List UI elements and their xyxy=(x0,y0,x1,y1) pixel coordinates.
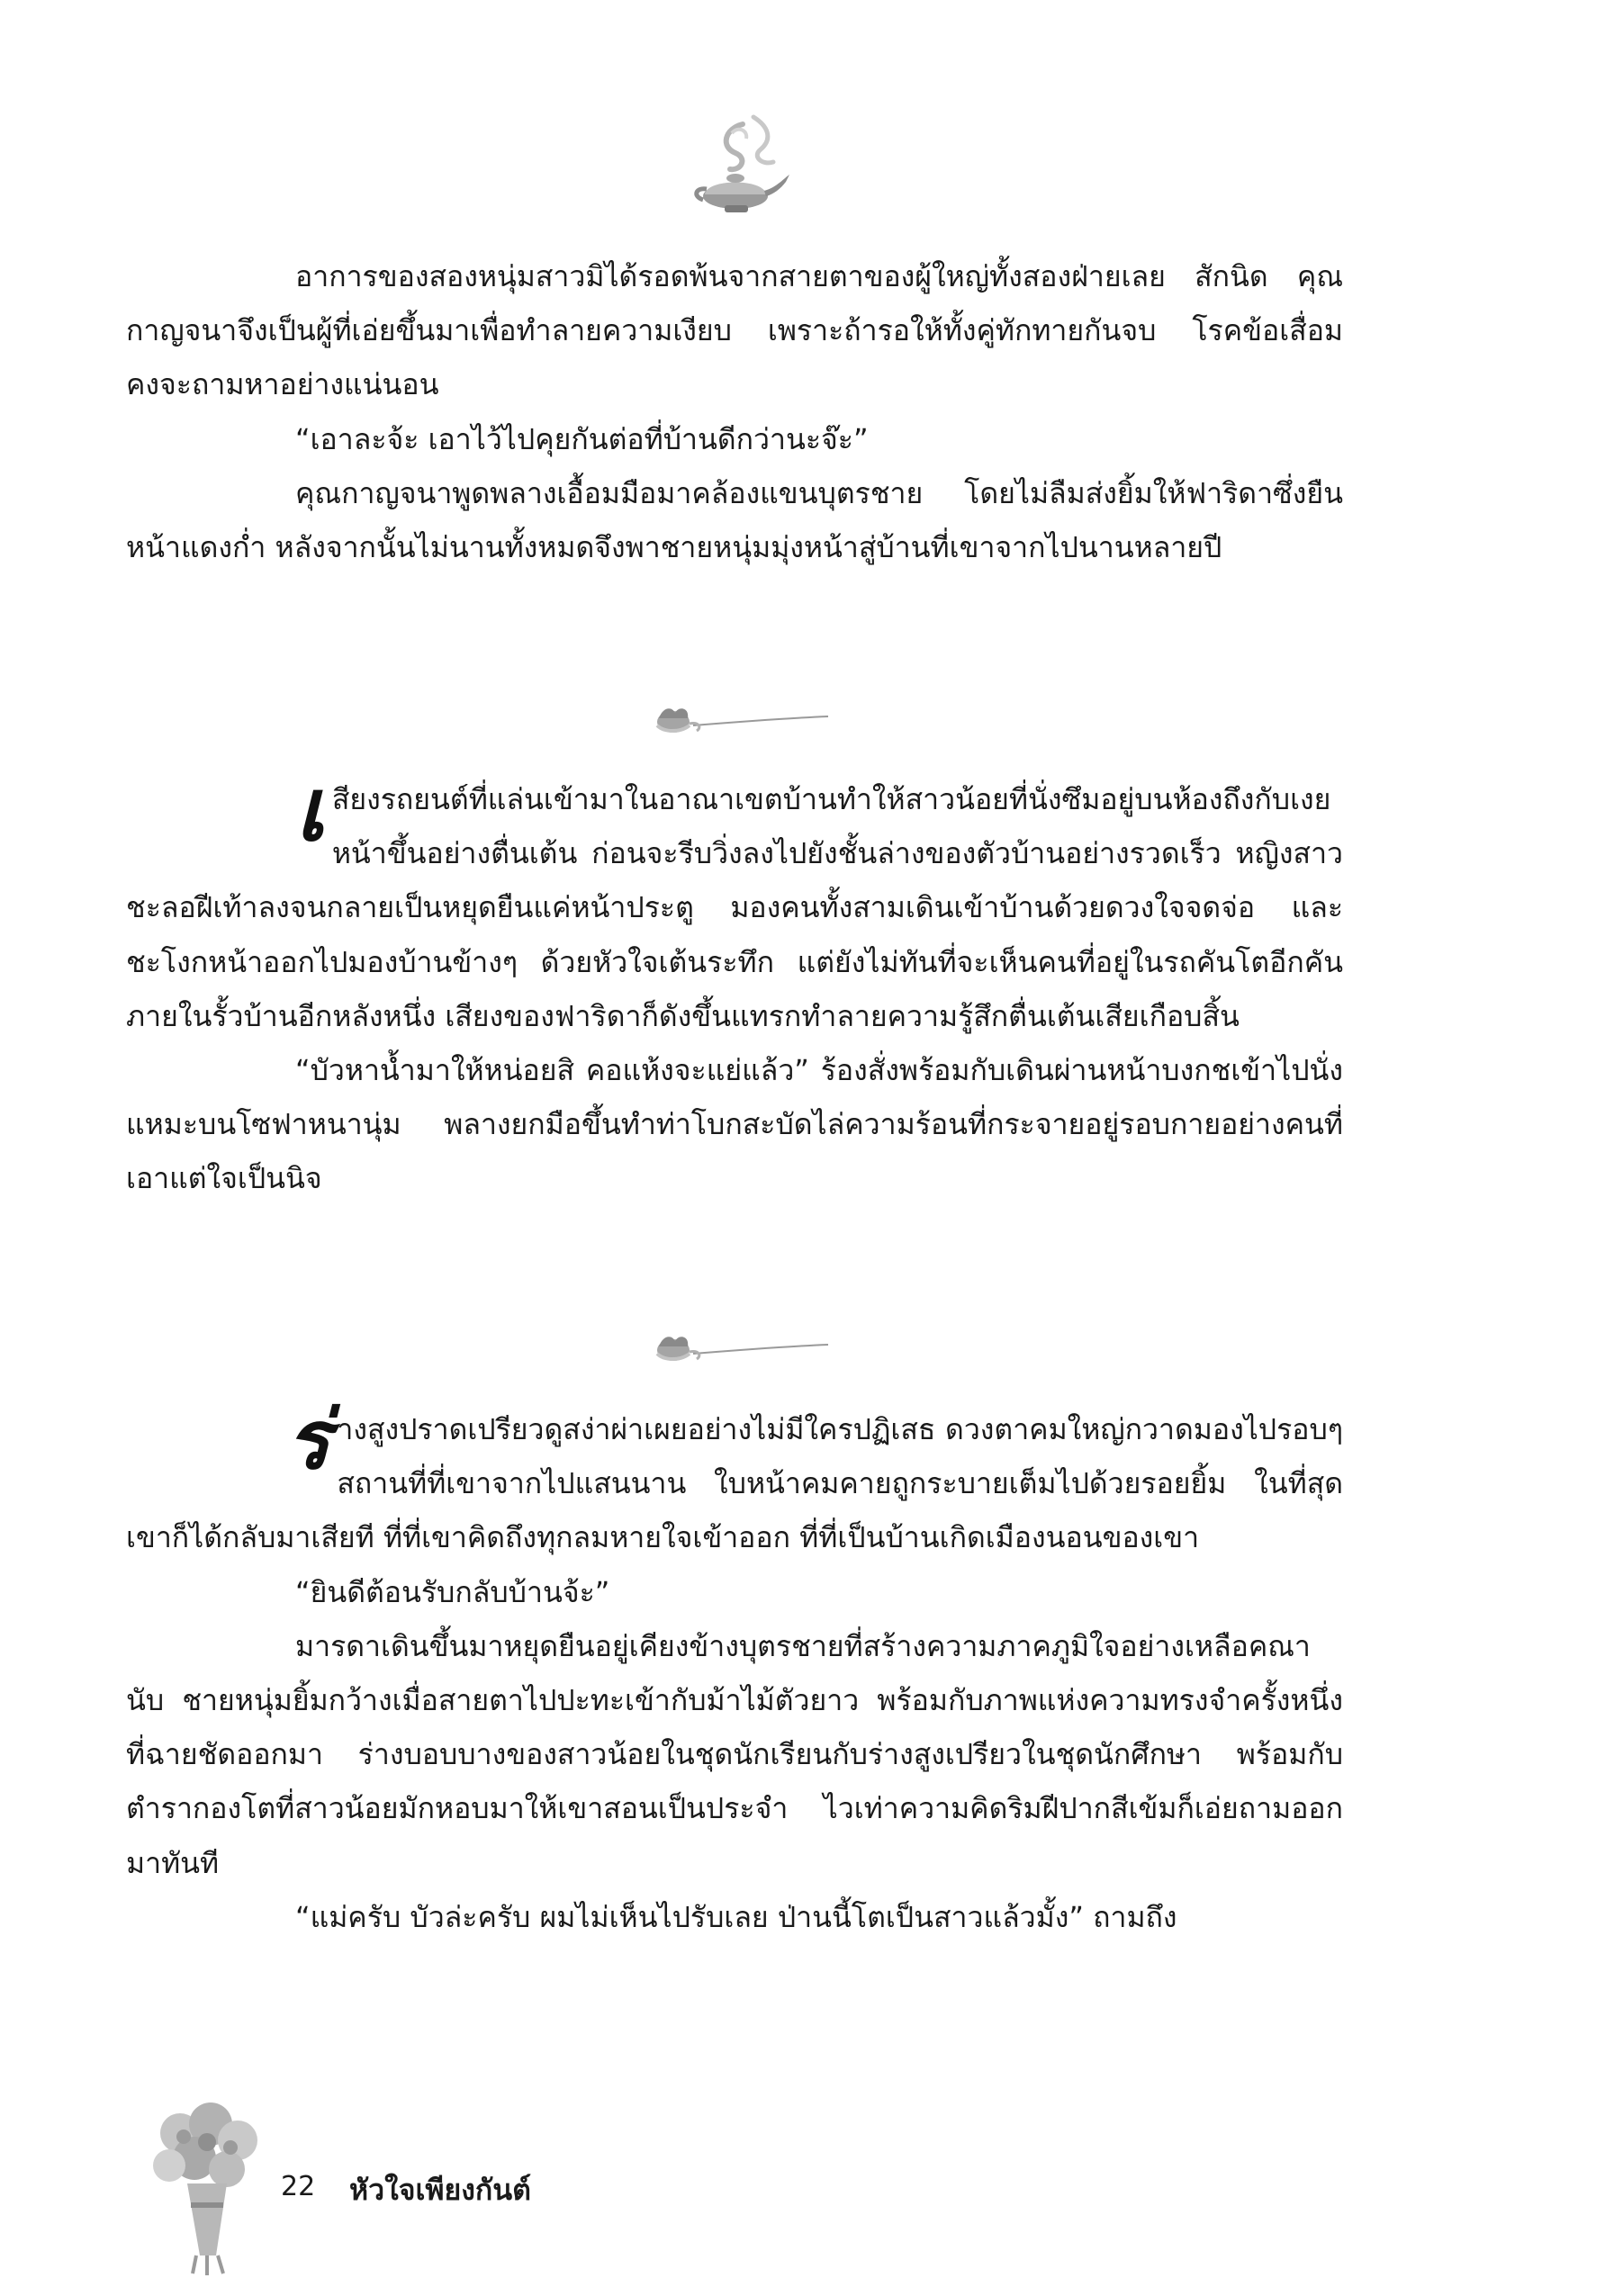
lotus-divider-icon xyxy=(630,1319,846,1373)
section-1 xyxy=(126,249,1343,574)
page-footer xyxy=(144,2097,774,2277)
paragraph: คุณกาญจนาพูดพลางเอื้อมมือมาคล้องแขนบุตรชาย โดยไม่ลืมส่งยิ้มให้ฟาริดาซึ่งยืนหน้าแดงก่ำ หลังจากนั้นไม่นานทั้งหมดจึงพาชายหนุ่มมุ่งหน้าสู่บ้านที่เขาจากไปนานหลายปี xyxy=(126,475,1343,565)
lotus-divider-icon xyxy=(630,691,846,745)
genie-lamp-icon xyxy=(680,106,797,223)
dialogue-line: “แม่ครับ บัวล่ะครับ ผมไม่เห็นไปรับเลย ป่านนี้โตเป็นสาวแล้วมั้ง” ถามถึง xyxy=(295,1899,1177,1934)
flower-bouquet-icon xyxy=(144,2097,270,2277)
drop-cap: เ xyxy=(295,759,325,860)
drop-cap: ร่ xyxy=(286,1392,330,1488)
paragraph-with-dropcap xyxy=(126,759,1343,1043)
section-2 xyxy=(126,759,1343,1206)
paragraph: “บัวหาน้ำมาให้หน่อยสิ คอแห้งจะแย่แล้ว” ร้องสั่งพร้อมกับเดินผ่านหน้าบงกชเข้าไปนั่งแหมะบนโซฟาหนานุ่ม พลางยกมือขึ้นทำท่าโบกสะบัดไล่ความร้อนที่กระจายอยู่รอบกายอย่างคนที่เอาแต่ใจเป็นนิจ xyxy=(126,1053,1343,1196)
paragraph: อาการของสองหนุ่มสาวมิได้รอดพ้นจากสายตาของผู้ใหญ่ทั้งสองฝ่ายเลย สักนิด คุณกาญจนาจึงเป็นผู้ที่เอ่ยขึ้นมาเพื่อทำลายความเงียบ เพราะถ้ารอให้ทั้งคู่ทักทายกันจบ โรคข้อเสื่อมคงจะถามหาอย่างแน่นอน xyxy=(126,259,1343,402)
paragraph-lead: างสูงปราดเปรียวดูสง่าผ่าเผยอย่างไม่มีใครปฏิเสธ ดวงตาคมใหญ่กวาดมองไปรอบๆ สถานที่ที่เขาจากไปแสนนาน ใบหน้าคมคายถูกระบายเต็มไปด้วยรอยยิ้ม ในที่สุดเขาก็ได้กลับมาเสียที ที่ที่เขาคิดถึงทุกลมหายใจเข้าออก ที่ที่เป็นบ้านเกิดเมืองนอนของเขา xyxy=(126,1412,1343,1555)
page-number: 22 xyxy=(281,2171,316,2202)
dialogue-line: “เอาละจ้ะ เอาไว้ไปคุยกันต่อที่บ้านดีกว่านะจ๊ะ” xyxy=(295,421,869,456)
dialogue-line: “ยินดีต้อนรับกลับบ้านจ้ะ” xyxy=(295,1574,610,1609)
paragraph-lead: สียงรถยนต์ที่แล่นเข้ามาในอาณาเขตบ้านทำให้สาวน้อยที่นั่งซึมอยู่บนห้องถึงกับเงยหน้าขึ้นอย่างตื่นเต้น ก่อนจะรีบวิ่งลงไปยังชั้นล่างของตัวบ้านอย่างรวดเร็ว หญิงสาวชะลอฝีเท้าลงจนกลายเป็นหยุดยืนแค่หน้าประตู มองคนทั้งสามเดินเข้าบ้านด้วยดวงใจจดจ่อ และชะโงกหน้าออกไปมองบ้านข้างๆ ด้วยหัวใจเต้นระทึก แต่ยังไม่ทันที่จะเห็นคนที่อยู่ในรถคันโตอีกคันภายในรั้วบ้านอีกหลังหนึ่ง เสียงของฟาริดาก็ดังขึ้นแทรกทำลายความรู้สึกตื่นเต้นเสียเกือบสิ้น xyxy=(126,782,1343,1033)
paragraph-with-dropcap xyxy=(126,1392,1343,1565)
paragraph: มารดาเดินขึ้นมาหยุดยืนอยู่เคียงข้างบุตรชายที่สร้างความภาคภูมิใจอย่างเหลือคณานับ ชายหนุ่มยิ้มกว้างเมื่อสายตาไปปะทะเข้ากับม้าไม้ตัวยาว พร้อมกับภาพแห่งความทรงจำครั้งหนึ่งที่ฉายชัดออกมา ร่างบอบบางของสาวน้อยในชุดนักเรียนกับร่างสูงเปรียวในชุดนักศึกษา พร้อมกับตำรากองโตที่สาวน้อยมักหอบมาให้เขาสอนเป็นประจำ ไวเท่าความคิดริมฝีปากสีเข้มก็เอ่ยถามออกมาทันที xyxy=(126,1628,1343,1880)
section-3 xyxy=(126,1392,1343,1944)
book-title: หัวใจเพียงกันต์ xyxy=(349,2173,531,2207)
